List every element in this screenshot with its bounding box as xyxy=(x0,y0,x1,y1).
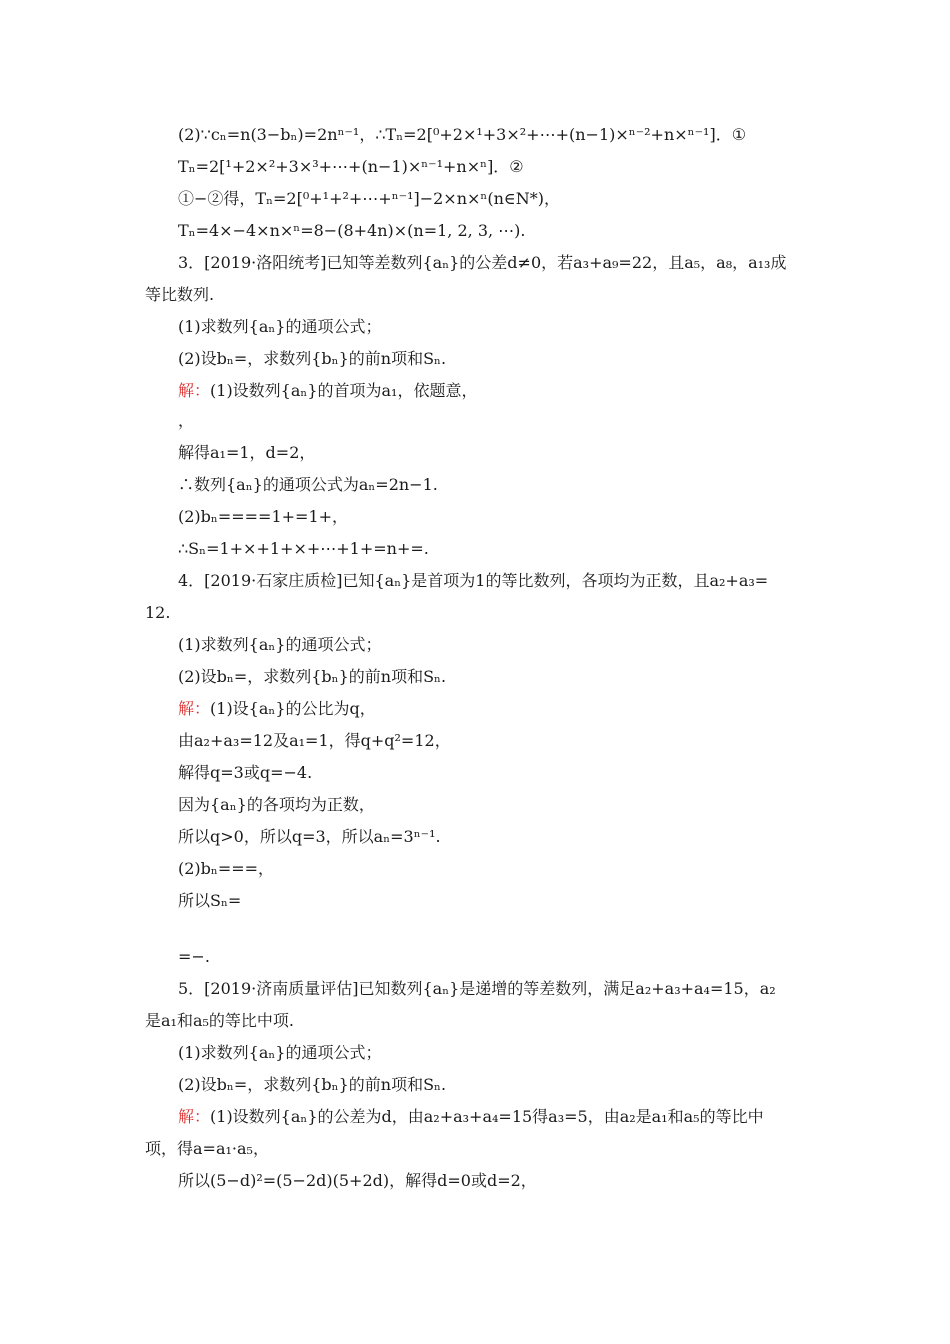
text-line: =−. xyxy=(178,947,210,966)
text-line: 是a₁和a₅的等比中项. xyxy=(145,1011,294,1030)
question-5-stem: 5．[2019·济南质量评估]已知数列{aₙ}是递增的等差数列，满足a₂+a₃+a₄=15，a₂ xyxy=(178,979,776,998)
text-line: 项，得a=a₁·a₅， xyxy=(145,1139,269,1158)
text-line: Tₙ=2[¹+2×²+3×³+⋯+(n−1)×ⁿ⁻¹+n×ⁿ]．② xyxy=(178,157,524,176)
text-line: (2)∵cₙ=n(3−bₙ)=2nⁿ⁻¹，∴Tₙ=2[⁰+2×¹+3×²+⋯+(n−1)×ⁿ⁻²+n×ⁿ⁻¹]．① xyxy=(178,125,747,144)
text-line: (2)bₙ===， xyxy=(178,859,275,878)
text-line: ∴数列{aₙ}的通项公式为aₙ=2n−1. xyxy=(178,475,438,494)
text-line: 所以q>0，所以q=3，所以aₙ=3ⁿ⁻¹. xyxy=(178,827,441,846)
text-line: 解得a₁=1，d=2， xyxy=(178,443,316,462)
text-line: 所以Sₙ= xyxy=(178,891,242,910)
text-line: 所以(5−d)²=(5−2d)(5+2d)，解得d=0或d=2， xyxy=(178,1171,537,1190)
text-line: (2)设bₙ=，求数列{bₙ}的前n项和Sₙ. xyxy=(178,667,447,686)
solution-line: 解：(1)设数列{aₙ}的首项为a₁，依题意， xyxy=(178,381,478,400)
text-line: ， xyxy=(178,411,195,430)
solution-line: 解：(1)设{aₙ}的公比为q， xyxy=(178,699,376,718)
solution-label: 解： xyxy=(178,699,211,718)
text-line: 由a₂+a₃=12及a₁=1，得q+q²=12， xyxy=(178,731,451,750)
text-line: 解得q=3或q=−4. xyxy=(178,763,313,782)
question-3-stem: 3．[2019·洛阳统考]已知等差数列{aₙ}的公差d≠0，若a₃+a₉=22，且a₅，a₈，a₁₃成 xyxy=(178,253,787,272)
text-line: 因为{aₙ}的各项均为正数， xyxy=(178,795,375,814)
text-line: (1)求数列{aₙ}的通项公式； xyxy=(178,1043,382,1062)
solution-label: 解： xyxy=(178,381,211,400)
text-line: Tₙ=4×−4×n×ⁿ=8−(8+4n)×(n=1, 2, 3, ⋯). xyxy=(178,221,526,240)
text-line: (2)设bₙ=，求数列{bₙ}的前n项和Sₙ. xyxy=(178,1075,447,1094)
solution-line: 解：(1)设数列{aₙ}的公差为d，由a₂+a₃+a₄=15得a₃=5，由a₂是a₁和a₅的等比中 xyxy=(178,1107,764,1126)
text-line: (2)设bₙ=，求数列{bₙ}的前n项和Sₙ. xyxy=(178,349,447,368)
text-line: 12. xyxy=(145,603,171,622)
text-line: (1)求数列{aₙ}的通项公式； xyxy=(178,317,382,336)
text-line: (2)bₙ====1+=1+， xyxy=(178,507,349,526)
question-4-stem: 4．[2019·石家庄质检]已知{aₙ}是首项为1的等比数列，各项均为正数，且a₂+a₃= xyxy=(178,571,769,590)
text-line: ①−②得，Tₙ=2[⁰+¹+²+⋯+ⁿ⁻¹]−2×n×ⁿ(n∈N*)， xyxy=(178,189,560,208)
text-line: 等比数列. xyxy=(145,285,215,304)
text-line: ∴Sₙ=1+×+1+×+⋯+1+=n+=. xyxy=(178,539,429,558)
text-line: (1)求数列{aₙ}的通项公式； xyxy=(178,635,382,654)
solution-label: 解： xyxy=(178,1107,211,1126)
